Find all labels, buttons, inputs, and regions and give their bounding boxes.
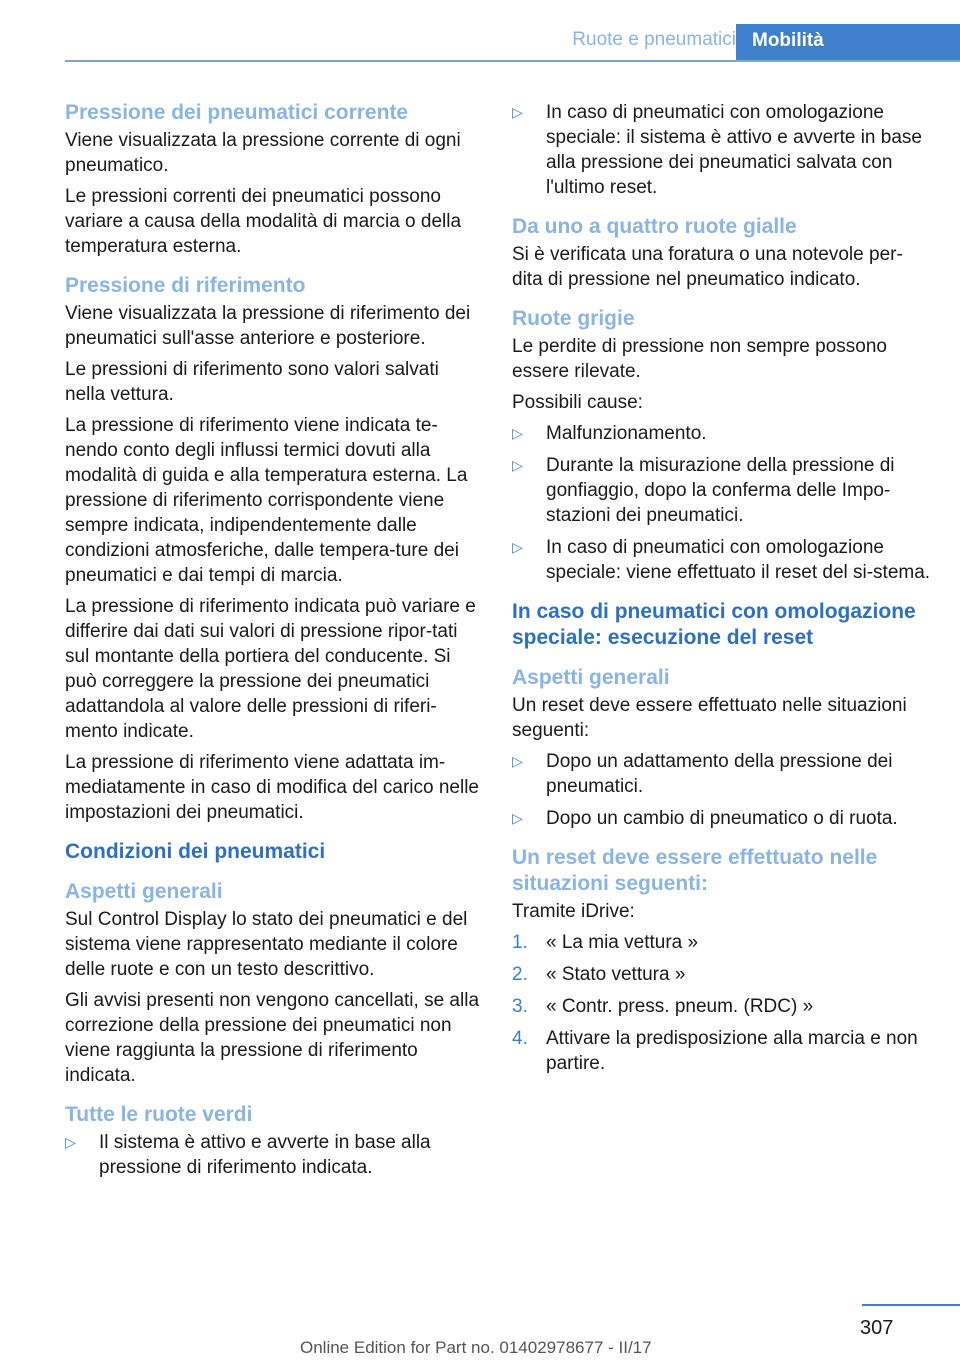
- heading-general-aspects: Aspetti generali: [65, 880, 223, 903]
- step-number: 2.: [512, 964, 528, 985]
- paragraph: Viene visualizzata la pressione di riferimento dei pneumatici sull'asse anteriore e posteriore.: [65, 303, 471, 349]
- paragraph: La pressione di riferimento indicata può variare e differire dai dati sui valori di pressione ripor-tati sul montante della portiera del conducente. Si può correggere la pressione dei pneumatici adattandola al valore delle pressioni di riferi-mento indicate.: [65, 596, 476, 742]
- list-item: ▷ In caso di pneumatici con omologazione speciale: il sistema è attivo e avverte in base alla pressione dei pneumatici salvata con l'ultimo reset.: [512, 102, 922, 198]
- paragraph: La pressione di riferimento viene adattata im-mediatamente in caso di modifica del carico nelle impostazioni dei pneumatici.: [65, 752, 479, 823]
- page-number: 307: [860, 1317, 894, 1339]
- step-item: 3. « Contr. press. pneum. (RDC) »: [512, 996, 814, 1017]
- left-column: [65, 100, 479, 1187]
- paragraph: Le perdite di pressione non sempre possono essere rilevate.: [512, 336, 887, 382]
- triangle-bullet-icon: ▷: [65, 1134, 76, 1150]
- triangle-bullet-icon: ▷: [512, 810, 523, 826]
- paragraph: Un reset deve essere effettuato nelle situazioni seguenti:: [512, 695, 907, 741]
- heading-general-aspects-2: Aspetti generali: [512, 666, 670, 689]
- paragraph: Sul Control Display lo stato dei pneumatici e del sistema viene rappresentato mediante il colore delle ruote e con un testo descrittivo.: [65, 909, 468, 980]
- triangle-bullet-icon: ▷: [512, 539, 523, 555]
- heading-current-pressure: Pressione dei pneumatici corrente: [65, 101, 409, 124]
- header-section-title: Ruote e pneumatici: [572, 29, 736, 50]
- footer-edition: Online Edition for Part no. 01402978677 - II/17: [300, 1338, 652, 1357]
- footer-rule: [862, 1304, 960, 1306]
- header-chapter-tab: Mobilità: [736, 24, 960, 60]
- step-item: 2. « Stato vettura »: [512, 964, 686, 985]
- paragraph: Le pressioni di riferimento sono valori salvati nella vettura.: [65, 359, 439, 405]
- page-header: [65, 24, 960, 62]
- heading-reset-required: Un reset deve essere effettuato nelle situazioni seguenti:: [512, 846, 878, 895]
- step-item: 1. « La mia vettura »: [512, 932, 699, 953]
- paragraph: Viene visualizzata la pressione corrente di ogni pneumatico.: [65, 130, 461, 176]
- paragraph: Le pressioni correnti dei pneumatici possono variare a causa della modalità di marcia o della temperatura esterna.: [65, 186, 462, 257]
- green-list-continued: [512, 100, 932, 200]
- heading-yellow-wheels: Da uno a quattro ruote gialle: [512, 215, 797, 238]
- right-column: [512, 100, 932, 1083]
- paragraph: Possibili cause:: [512, 392, 643, 413]
- list-item: ▷ Dopo un cambio di pneumatico o di ruota.: [512, 808, 898, 829]
- list-item: ▷ Malfunzionamento.: [512, 423, 707, 444]
- triangle-bullet-icon: ▷: [512, 104, 523, 120]
- causes-list: [512, 421, 932, 585]
- step-number: 3.: [512, 996, 528, 1017]
- triangle-bullet-icon: ▷: [512, 753, 523, 769]
- reset-situations-list: [512, 749, 932, 831]
- paragraph: Tramite iDrive:: [512, 901, 635, 922]
- heading-grey-wheels: Ruote grigie: [512, 307, 635, 330]
- heading-reference-pressure: Pressione di riferimento: [65, 274, 306, 297]
- step-number: 4.: [512, 1028, 528, 1049]
- heading-all-green: Tutte le ruote verdi: [65, 1103, 253, 1126]
- paragraph: Gli avvisi presenti non vengono cancellati, se alla correzione della pressione dei pneumatici non viene raggiunta la pressione di riferimento indicata.: [65, 990, 480, 1086]
- heading-reset: In caso di pneumatici con omologazione speciale: esecuzione del reset: [512, 600, 916, 649]
- list-item: ▷ In caso di pneumatici con omologazione speciale: viene effettuato il reset del si-stema.: [512, 537, 931, 583]
- heading-tire-conditions: Condizioni dei pneumatici: [65, 840, 326, 863]
- step-number: 1.: [512, 932, 528, 953]
- paragraph: La pressione di riferimento viene indicata te-nendo conto degli influssi termici dovuti alla modalità di guida e alla temperatura esterna. La pressione di riferimento corrispondente viene sempre indicata, indipendentemente dalle condizioni atmosferiche, dalle tempera-ture dei pneumatici e dai tempi di marcia.: [65, 415, 468, 586]
- paragraph: Si è verificata una foratura o una notevole per-dita di pressione nel pneumatico indicato.: [512, 244, 903, 290]
- idrive-steps-list: [512, 930, 932, 1076]
- triangle-bullet-icon: ▷: [512, 425, 523, 441]
- triangle-bullet-icon: ▷: [512, 457, 523, 473]
- list-item: ▷ Durante la misurazione della pressione di gonfiaggio, dopo la conferma delle Impo-stazioni dei pneumatici.: [512, 455, 895, 526]
- list-item: ▷ Dopo un adattamento della pressione dei pneumatici.: [512, 751, 893, 797]
- step-item: 4. Attivare la predisposizione alla marcia e non partire.: [512, 1028, 918, 1074]
- list-item: ▷ Il sistema è attivo e avverte in base alla pressione di riferimento indicata.: [65, 1132, 431, 1178]
- green-list: [65, 1130, 479, 1180]
